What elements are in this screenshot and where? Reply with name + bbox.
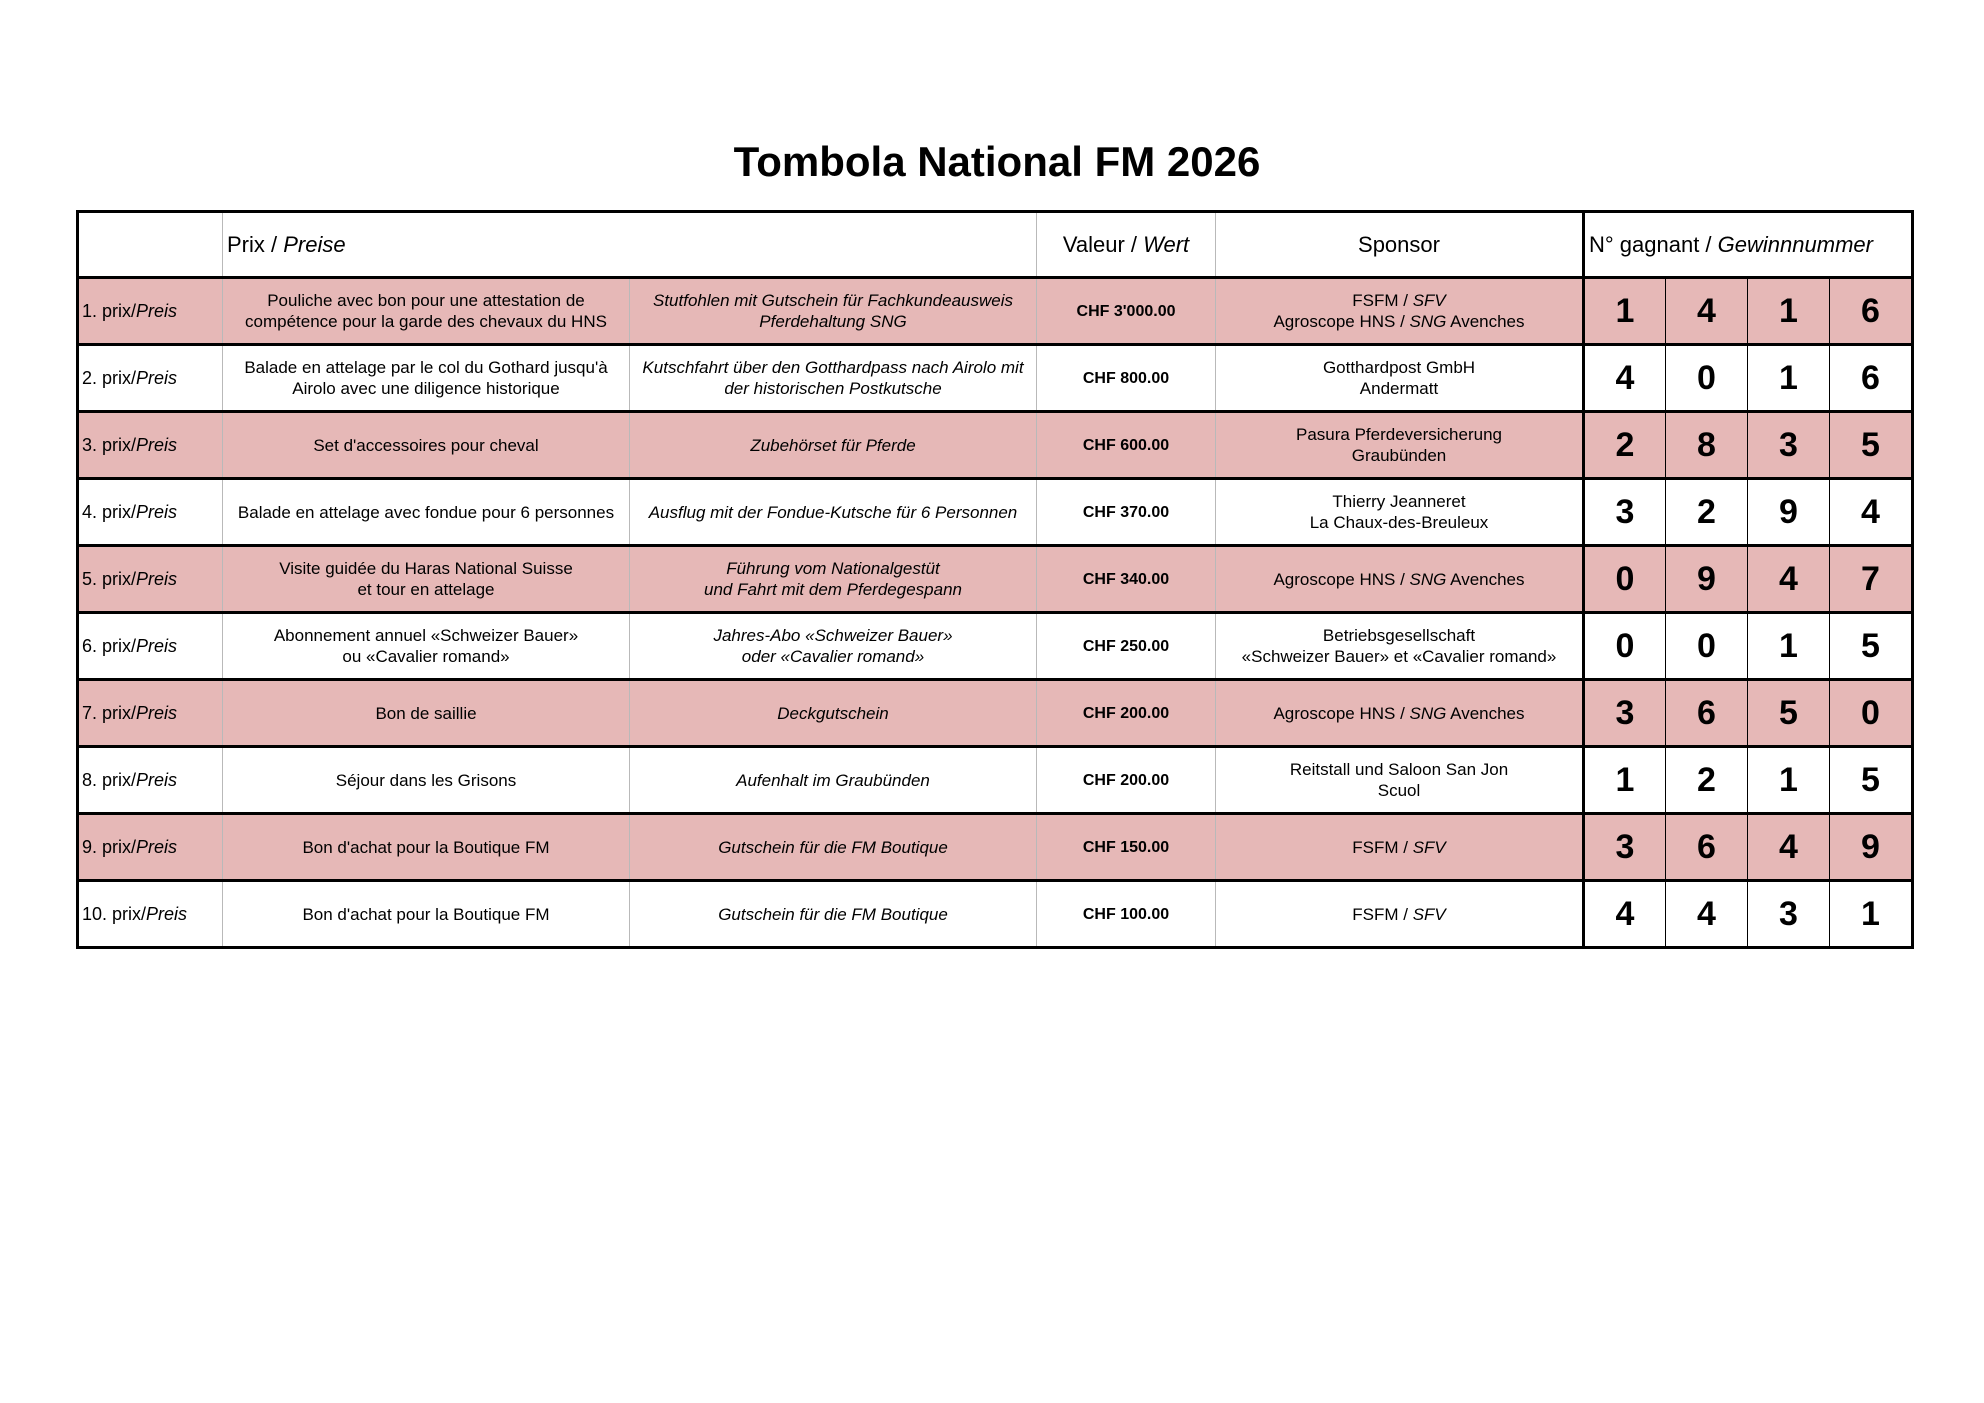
- prize-description-de: Gutschein für die FM Boutique: [630, 881, 1037, 948]
- prize-value: CHF 600.00: [1037, 412, 1216, 479]
- winning-digit: 4: [1584, 881, 1666, 948]
- winning-digit: 1: [1584, 278, 1666, 345]
- winning-digit: 0: [1584, 613, 1666, 680]
- winning-digit: 3: [1584, 680, 1666, 747]
- winning-digit: 3: [1584, 814, 1666, 881]
- prize-sponsor: [1216, 814, 1584, 881]
- winning-digit: 6: [1666, 814, 1748, 881]
- table-row: [78, 747, 1913, 814]
- winning-digit: 3: [1584, 479, 1666, 546]
- winning-digit: 0: [1830, 680, 1913, 747]
- winning-digit: 5: [1830, 412, 1913, 479]
- winning-digit: 5: [1830, 613, 1913, 680]
- prize-description-fr: Bon de saillie: [223, 680, 630, 747]
- prize-sponsor: [1216, 345, 1584, 412]
- winning-digit: 2: [1666, 479, 1748, 546]
- header-rank-cell: [78, 212, 223, 278]
- sponsor-line-1: FSFM / SFV: [1352, 291, 1446, 310]
- prize-description-de: Jahres-Abo «Schweizer Bauer» oder «Cavalier romand»: [630, 613, 1037, 680]
- prize-rank: 4. prix/Preis: [82, 501, 178, 522]
- prize-value: CHF 800.00: [1037, 345, 1216, 412]
- prize-rank: 9. prix/Preis: [78, 814, 223, 881]
- page-title: Tombola National FM 2026: [733, 138, 1261, 185]
- table-row: [78, 278, 1913, 345]
- winning-digit: 1: [1748, 345, 1830, 412]
- prize-value: CHF 200.00: [1037, 680, 1216, 747]
- prize-description-fr: Set d'accessoires pour cheval: [223, 412, 630, 479]
- sponsor-line-1: Agroscope HNS / SNG Avenches: [1273, 569, 1525, 589]
- prize-description-de: Aufenhalt im Graubünden: [630, 747, 1037, 814]
- table-row: [78, 680, 1913, 747]
- sponsor-line-1: Thierry Jeanneret: [1332, 492, 1466, 511]
- winning-digit: 8: [1666, 412, 1748, 479]
- prize-rank: 8. prix/Preis: [82, 769, 178, 790]
- prize-value: CHF 370.00: [1037, 479, 1216, 546]
- sponsor-line-2: Graubünden: [1351, 446, 1447, 465]
- prize-description-fr: Balade en attelage avec fondue pour 6 personnes: [223, 479, 630, 546]
- sponsor-line-2: «Schweizer Bauer» et «Cavalier romand»: [1241, 647, 1557, 666]
- prize-rank: 7. prix/Preis: [78, 680, 223, 747]
- header-winner-number: N° gagnant / Gewinnnummer: [1584, 212, 1913, 278]
- prize-table: [76, 210, 1914, 949]
- winning-digit: 9: [1666, 546, 1748, 613]
- table-row: [78, 814, 1913, 881]
- table-row: [78, 613, 1913, 680]
- sponsor-line-2: Andermatt: [1359, 379, 1439, 398]
- winning-digit: 4: [1830, 479, 1913, 546]
- sponsor-line-1: Agroscope HNS / SNG Avenches: [1273, 703, 1525, 723]
- prize-rank: 5. prix/Preis: [78, 546, 223, 613]
- prize-description-fr: Balade en attelage par le col du Gothard jusqu'à Airolo avec une diligence historique: [223, 345, 630, 412]
- winning-digit: 6: [1666, 680, 1748, 747]
- sponsor-line-1: FSFM / SFV: [1352, 904, 1446, 924]
- winning-digit: 0: [1666, 345, 1748, 412]
- prize-description-fr: Abonnement annuel «Schweizer Bauer» ou «Cavalier romand»: [223, 613, 630, 680]
- prize-sponsor: [1216, 278, 1584, 345]
- prize-description-fr: Bon d'achat pour la Boutique FM: [223, 814, 630, 881]
- winning-digit: 1: [1830, 881, 1913, 948]
- winning-digit: 2: [1584, 412, 1666, 479]
- winning-digit: 4: [1748, 546, 1830, 613]
- winning-digit: 6: [1830, 278, 1913, 345]
- prize-sponsor: [1216, 479, 1584, 546]
- table-row: [78, 479, 1913, 546]
- table-row: [78, 412, 1913, 479]
- winning-digit: 2: [1666, 747, 1748, 814]
- prize-description-fr: Pouliche avec bon pour une attestation de compétence pour la garde des chevaux du HNS: [223, 278, 630, 345]
- winning-digit: 4: [1666, 278, 1748, 345]
- sponsor-line-1: FSFM / SFV: [1352, 837, 1446, 857]
- winning-digit: 9: [1830, 814, 1913, 881]
- prize-rank: 2. prix/Preis: [82, 367, 178, 388]
- prize-value: CHF 100.00: [1037, 881, 1216, 948]
- sponsor-line-1: Gotthardpost GmbH: [1322, 358, 1476, 377]
- prize-sponsor: [1216, 680, 1584, 747]
- winning-digit: 6: [1830, 345, 1913, 412]
- prize-description-fr: Visite guidée du Haras National Suisse et tour en attelage: [223, 546, 630, 613]
- winning-digit: 5: [1830, 747, 1913, 814]
- prize-value: CHF 340.00: [1037, 546, 1216, 613]
- prize-sponsor: [1216, 546, 1584, 613]
- sponsor-line-1: Betriebsgesellschaft: [1322, 626, 1476, 645]
- table-header-row: [78, 212, 1913, 278]
- prize-value: CHF 3'000.00: [1037, 278, 1216, 345]
- prize-rank: 3. prix/Preis: [78, 412, 223, 479]
- winning-digit: 1: [1584, 747, 1666, 814]
- sponsor-line-1: Reitstall und Saloon San Jon: [1289, 760, 1509, 779]
- sponsor-line-1: Pasura Pferdeversicherung: [1295, 425, 1502, 444]
- prize-description-fr: Séjour dans les Grisons: [223, 747, 630, 814]
- winning-digit: 7: [1830, 546, 1913, 613]
- winning-digit: 3: [1748, 412, 1830, 479]
- prize-rank: 10. prix/Preis: [82, 903, 188, 924]
- sponsor-line-2: Agroscope HNS / SNG Avenches: [1273, 312, 1525, 331]
- prize-rank: 6. prix/Preis: [82, 635, 178, 656]
- prize-value: CHF 150.00: [1037, 814, 1216, 881]
- winning-digit: 0: [1584, 546, 1666, 613]
- winning-digit: 9: [1748, 479, 1830, 546]
- winning-digit: 4: [1666, 881, 1748, 948]
- winning-digit: 1: [1748, 613, 1830, 680]
- prize-description-de: Gutschein für die FM Boutique: [630, 814, 1037, 881]
- prize-description-de: Kutschfahrt über den Gotthardpass nach Airolo mit der historischen Postkutsche: [630, 345, 1037, 412]
- winning-digit: 1: [1748, 278, 1830, 345]
- sponsor-line-2: Scuol: [1377, 781, 1421, 800]
- winning-digit: 4: [1748, 814, 1830, 881]
- winning-digit: 5: [1748, 680, 1830, 747]
- prize-description-fr: Bon d'achat pour la Boutique FM: [223, 881, 630, 948]
- prize-sponsor: [1216, 881, 1584, 948]
- header-prize: Prix / Preise: [223, 212, 1037, 278]
- table-row: [78, 546, 1913, 613]
- prize-description-de: Stutfohlen mit Gutschein für Fachkundeausweis Pferdehaltung SNG: [630, 278, 1037, 345]
- prize-value: CHF 200.00: [1037, 747, 1216, 814]
- prize-sponsor: [1216, 747, 1584, 814]
- table-row: [78, 881, 1913, 948]
- winning-digit: 4: [1584, 345, 1666, 412]
- prize-sponsor: [1216, 412, 1584, 479]
- header-sponsor: Sponsor: [1216, 212, 1584, 278]
- prize-rank: 1. prix/Preis: [78, 278, 223, 345]
- winning-digit: 0: [1666, 613, 1748, 680]
- table-row: [78, 345, 1913, 412]
- prize-sponsor: [1216, 613, 1584, 680]
- header-value: Valeur / Wert: [1037, 212, 1216, 278]
- prize-value: CHF 250.00: [1037, 613, 1216, 680]
- sponsor-line-2: La Chaux-des-Breuleux: [1309, 513, 1489, 532]
- prize-description-de: Deckgutschein: [630, 680, 1037, 747]
- prize-description-de: Führung vom Nationalgestüt und Fahrt mit dem Pferdegespann: [630, 546, 1037, 613]
- winning-digit: 1: [1748, 747, 1830, 814]
- prize-description-de: Ausflug mit der Fondue-Kutsche für 6 Personnen: [630, 479, 1037, 546]
- winning-digit: 3: [1748, 881, 1830, 948]
- prize-description-de: Zubehörset für Pferde: [630, 412, 1037, 479]
